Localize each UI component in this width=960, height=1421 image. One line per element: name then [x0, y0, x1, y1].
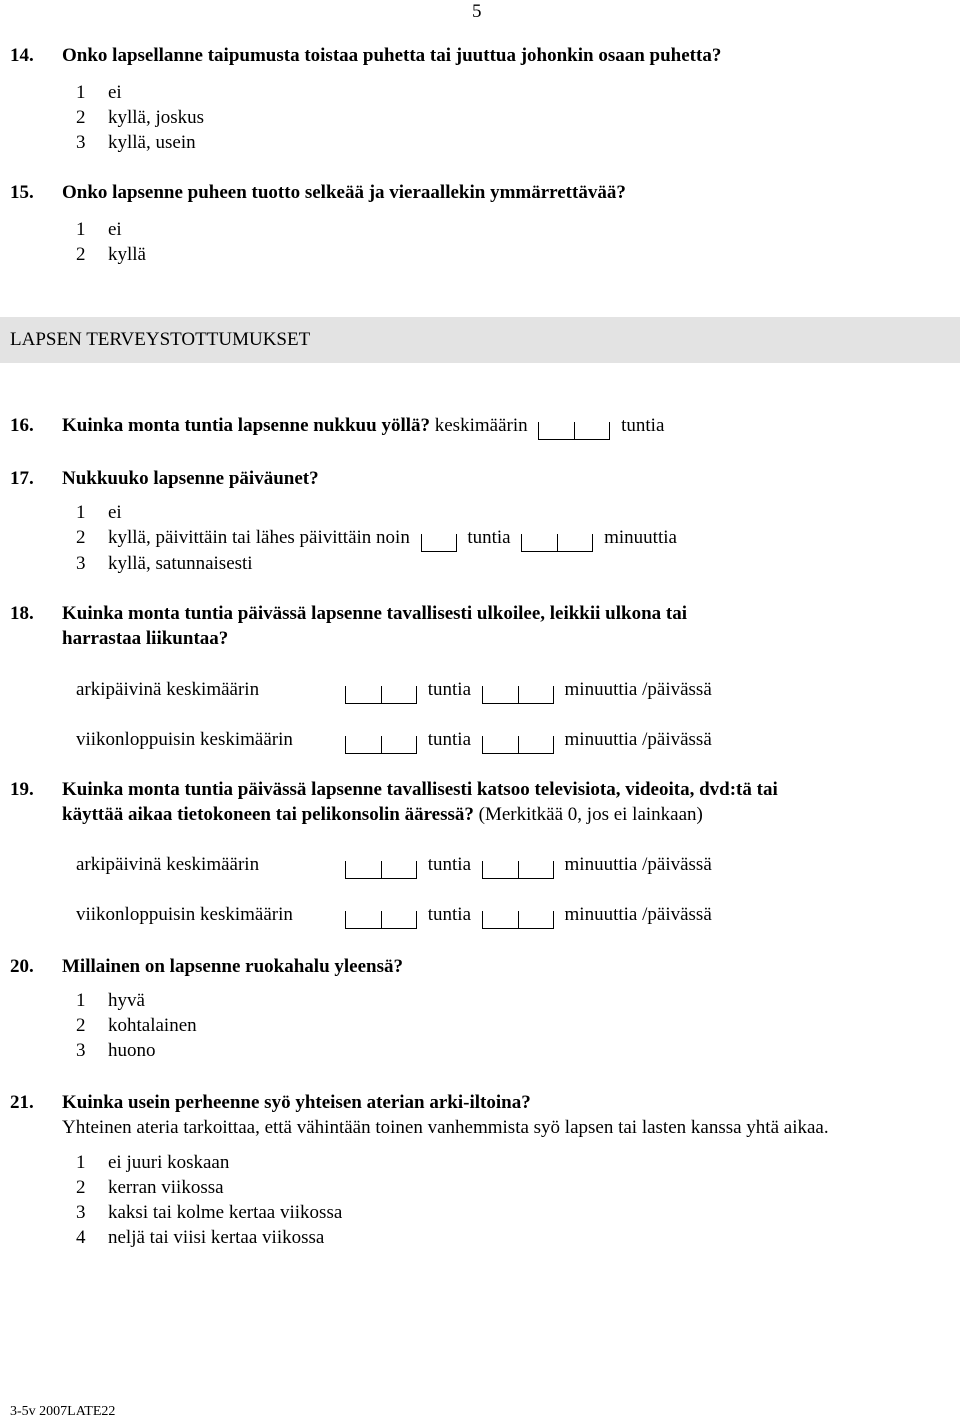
page-number: 5	[472, 1, 482, 22]
q18-weekday-minutes-input[interactable]	[482, 682, 554, 702]
option-number: 1	[76, 990, 86, 1011]
q19-row-weekdays-label: arkipäivinä keskimäärin	[76, 854, 260, 875]
q16-unit: tuntia	[621, 415, 665, 436]
option-label: huono	[108, 1040, 156, 1061]
q18-row-weekend	[345, 729, 712, 751]
option-label: kyllä, päivittäin tai lähes päivittäin noin	[108, 527, 410, 548]
q14-option-1[interactable]	[76, 82, 122, 104]
option-label: kyllä, joskus	[108, 107, 205, 128]
option-label: ei	[108, 502, 122, 523]
q19-weekend-minutes-input[interactable]	[482, 907, 554, 927]
q15-question: Onko lapsenne puheen tuotto selkeää ja vieraallekin ymmärrettävää?	[62, 182, 626, 203]
option-label: kyllä	[108, 244, 146, 265]
q16-hours-input[interactable]	[538, 418, 610, 438]
option-number: 3	[76, 1040, 86, 1061]
q18-question-line1: Kuinka monta tuntia päivässä lapsenne tavallisesti ulkoilee, leikkii ulkona tai	[62, 603, 688, 624]
q17-option-2[interactable]	[76, 527, 677, 549]
q18-weekday-hours-input[interactable]	[345, 682, 417, 702]
q14-option-3[interactable]	[76, 132, 196, 154]
option-number: 1	[76, 502, 86, 523]
q18-number: 18.	[10, 603, 34, 624]
q19-weekend-hours-input[interactable]	[345, 907, 417, 927]
q21-option-3[interactable]	[76, 1202, 342, 1224]
q15-number: 15.	[10, 182, 34, 203]
q21-number: 21.	[10, 1092, 34, 1113]
q14-number: 14.	[10, 45, 34, 66]
q21-question: Kuinka usein perheenne syö yhteisen aterian arki-iltoina?	[62, 1092, 531, 1113]
q18-row-weekend-label: viikonloppuisin keskimäärin	[76, 729, 293, 750]
option-number: 3	[76, 132, 86, 153]
footer-code: 3-5v 2007LATE22	[10, 1404, 116, 1419]
q19-question-line2: käyttää aikaa tietokoneen tai pelikonsolin ääressä?	[62, 804, 474, 825]
q17-question: Nukkuuko lapsenne päiväunet?	[62, 468, 319, 489]
minutes-unit: minuuttia /päivässä	[564, 904, 712, 925]
option-number: 2	[76, 1015, 86, 1036]
q16-question: Kuinka monta tuntia lapsenne nukkuu yöllä?	[62, 415, 430, 436]
option-label: kyllä, usein	[108, 132, 196, 153]
q17-minutes-unit: minuuttia	[604, 527, 677, 548]
q21-note: Yhteinen ateria tarkoittaa, että vähintään toinen vanhemmista syö lapsen tai lasten kanssa yhtä aikaa.	[62, 1117, 829, 1138]
option-label: kohtalainen	[108, 1015, 197, 1036]
q19-note: (Merkitkää 0, jos ei lainkaan)	[478, 804, 703, 825]
option-number: 3	[76, 1202, 86, 1223]
option-label: kaksi tai kolme kertaa viikossa	[108, 1202, 343, 1223]
option-number: 3	[76, 553, 86, 574]
q20-option-1[interactable]	[76, 990, 145, 1012]
option-number: 4	[76, 1227, 86, 1248]
q20-number: 20.	[10, 956, 34, 977]
q19-row-weekend	[345, 904, 712, 926]
q19-weekday-minutes-input[interactable]	[482, 857, 554, 877]
q19-question-line2-wrap	[62, 804, 703, 826]
option-label: ei	[108, 219, 122, 240]
q20-option-3[interactable]	[76, 1040, 156, 1062]
option-number: 2	[76, 527, 86, 548]
hours-unit: tuntia	[427, 679, 472, 700]
q20-question: Millainen on lapsenne ruokahalu yleensä?	[62, 956, 404, 977]
option-number: 1	[76, 82, 86, 103]
q16-line	[62, 415, 664, 437]
q16-number: 16.	[10, 415, 34, 436]
q21-option-1[interactable]	[76, 1152, 229, 1174]
q17-option-1[interactable]	[76, 502, 122, 524]
hours-unit: tuntia	[427, 904, 472, 925]
q18-question-line2: harrastaa liikuntaa?	[62, 628, 229, 649]
q17-number: 17.	[10, 468, 34, 489]
minutes-unit: minuuttia /päivässä	[564, 854, 712, 875]
minutes-unit: minuuttia /päivässä	[564, 679, 712, 700]
q17-hours-input[interactable]	[421, 530, 457, 550]
option-number: 2	[76, 1177, 86, 1198]
q21-option-2[interactable]	[76, 1177, 224, 1199]
q15-option-2[interactable]	[76, 244, 146, 266]
option-label: kyllä, satunnaisesti	[108, 553, 253, 574]
minutes-unit: minuuttia /päivässä	[564, 729, 712, 750]
option-number: 1	[76, 219, 86, 240]
q21-option-4[interactable]	[76, 1227, 324, 1249]
option-label: ei	[108, 82, 122, 103]
q17-option-3[interactable]	[76, 553, 253, 575]
q18-weekend-minutes-input[interactable]	[482, 732, 554, 752]
hours-unit: tuntia	[427, 854, 472, 875]
q17-hours-unit: tuntia	[467, 527, 511, 548]
q19-number: 19.	[10, 779, 34, 800]
q19-weekday-hours-input[interactable]	[345, 857, 417, 877]
option-label: ei juuri koskaan	[108, 1152, 230, 1173]
option-label: neljä tai viisi kertaa viikossa	[108, 1227, 325, 1248]
q19-row-weekend-label: viikonloppuisin keskimäärin	[76, 904, 293, 925]
hours-unit: tuntia	[427, 729, 472, 750]
q19-question-line1: Kuinka monta tuntia päivässä lapsenne tavallisesti katsoo televisiota, videoita, dvd:tä tai	[62, 779, 778, 800]
q15-option-1[interactable]	[76, 219, 122, 241]
q14-question: Onko lapsellanne taipumusta toistaa puhetta tai juuttua johonkin osaan puhetta?	[62, 45, 722, 66]
q19-row-weekdays	[345, 854, 712, 876]
q18-row-weekdays-label: arkipäivinä keskimäärin	[76, 679, 260, 700]
q17-minutes-input[interactable]	[521, 530, 593, 550]
q14-option-2[interactable]	[76, 107, 204, 129]
option-label: hyvä	[108, 990, 145, 1011]
option-number: 1	[76, 1152, 86, 1173]
q18-row-weekdays	[345, 679, 712, 701]
option-number: 2	[76, 244, 86, 265]
option-number: 2	[76, 107, 86, 128]
option-label: kerran viikossa	[108, 1177, 224, 1198]
q18-weekend-hours-input[interactable]	[345, 732, 417, 752]
q20-option-2[interactable]	[76, 1015, 197, 1037]
q16-prefix: keskimäärin	[434, 415, 528, 436]
section-title: LAPSEN TERVEYSTOTTUMUKSET	[10, 329, 311, 350]
